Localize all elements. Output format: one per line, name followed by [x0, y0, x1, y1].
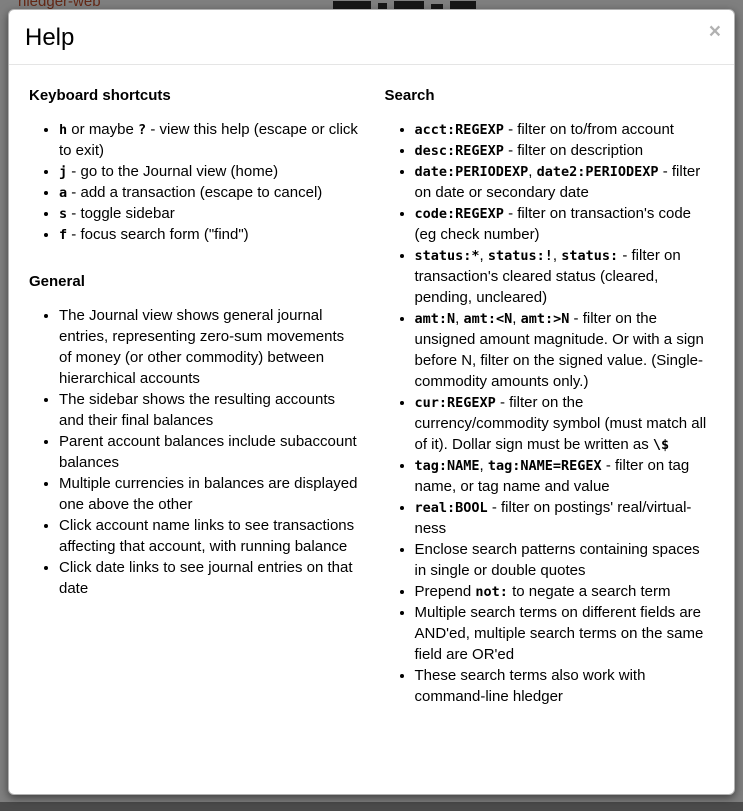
list-item: • Prepend not: to negate a search term: [415, 581, 715, 602]
code-term: desc:REGEXP: [414, 143, 504, 159]
modal-header: [9, 10, 734, 65]
close-icon: ×: [708, 20, 721, 43]
code-term: \$: [652, 437, 670, 453]
help-modal: [8, 9, 735, 795]
help-column-right: [385, 79, 715, 715]
section-heading: General: [29, 273, 85, 290]
list-item: • Enclose search patterns containing spaces in single or double quotes: [415, 539, 715, 581]
close-button[interactable]: [709, 21, 721, 42]
list-item: • Multiple search terms on different fields are AND'ed, multiple search terms on the same field are OR'ed: [415, 602, 715, 665]
section-heading: Keyboard shortcuts: [29, 87, 171, 104]
help-list: [29, 119, 359, 245]
code-term: status:*: [414, 248, 480, 264]
code-term: a: [59, 185, 68, 201]
list-item: • tag:NAME, tag:NAME=REGEX - filter on tag name, or tag name and value: [415, 455, 715, 497]
code-term: not:: [475, 584, 508, 600]
code-term: amt:N: [414, 311, 456, 327]
list-item: • amt:N, amt:<N, amt:>N - filter on the unsigned amount magnitude. Or with a sign before N, filter on the signed value. (Single-commodity amounts only.): [415, 308, 715, 392]
list-item: • acct:REGEXP - filter on to/from account: [415, 119, 715, 140]
list-item: • code:REGEXP - filter on transaction's code (eg check number): [415, 203, 715, 245]
code-term: s: [59, 206, 68, 222]
list-item: • real:BOOL - filter on postings' real/virtual-ness: [415, 497, 715, 539]
code-term: f: [59, 227, 68, 243]
code-term: cur:REGEXP: [414, 395, 496, 411]
list-item: • a - add a transaction (escape to cancel): [59, 182, 359, 203]
code-term: amt:>N: [520, 311, 570, 327]
list-item: • Multiple currencies in balances are displayed one above the other: [59, 473, 359, 515]
code-term: real:BOOL: [414, 500, 488, 516]
help-column-left: [29, 79, 359, 715]
code-term: acct:REGEXP: [414, 122, 504, 138]
help-list: [29, 305, 359, 599]
code-term: j: [59, 164, 68, 180]
list-item: • Click account name links to see transactions affecting that account, with running balance: [59, 515, 359, 557]
list-item: • cur:REGEXP - filter on the currency/commodity symbol (must match all of it). Dollar sign must be written as \$: [415, 392, 715, 455]
code-term: tag:NAME: [414, 458, 480, 474]
list-item: • s - toggle sidebar: [59, 203, 359, 224]
list-item: • date:PERIODEXP, date2:PERIODEXP - filter on date or secondary date: [415, 161, 715, 203]
help-list: [385, 119, 715, 707]
list-item: • h or maybe ? - view this help (escape or click to exit): [59, 119, 359, 161]
code-term: date2:PERIODEXP: [536, 164, 659, 180]
section-heading: Search: [384, 87, 435, 104]
code-term: ?: [138, 122, 147, 138]
code-term: code:REGEXP: [414, 206, 504, 222]
modal-title: Help: [25, 24, 75, 51]
code-term: status:: [561, 248, 619, 264]
list-item: • desc:REGEXP - filter on description: [415, 140, 715, 161]
list-item: • The Journal view shows general journal entries, representing zero-sum movements of money (or other commodity) between hierarchical accounts: [59, 305, 359, 389]
list-item: • These search terms also work with command-line hledger: [415, 665, 715, 707]
list-item: • status:*, status:!, status: - filter on transaction's cleared status (cleared, pending, uncleared): [415, 245, 715, 308]
code-term: tag:NAME=REGEX: [487, 458, 602, 474]
list-item: • The sidebar shows the resulting accounts and their final balances: [59, 389, 359, 431]
code-term: status:!: [487, 248, 553, 264]
list-item: • Click date links to see journal entries on that date: [59, 557, 359, 599]
modal-body: [9, 65, 734, 735]
code-term: amt:<N: [463, 311, 513, 327]
list-item: • j - go to the Journal view (home): [59, 161, 359, 182]
list-item: • Parent account balances include subaccount balances: [59, 431, 359, 473]
list-item: • f - focus search form ("find"): [59, 224, 359, 245]
code-term: date:PERIODEXP: [414, 164, 529, 180]
code-term: h: [59, 122, 68, 138]
